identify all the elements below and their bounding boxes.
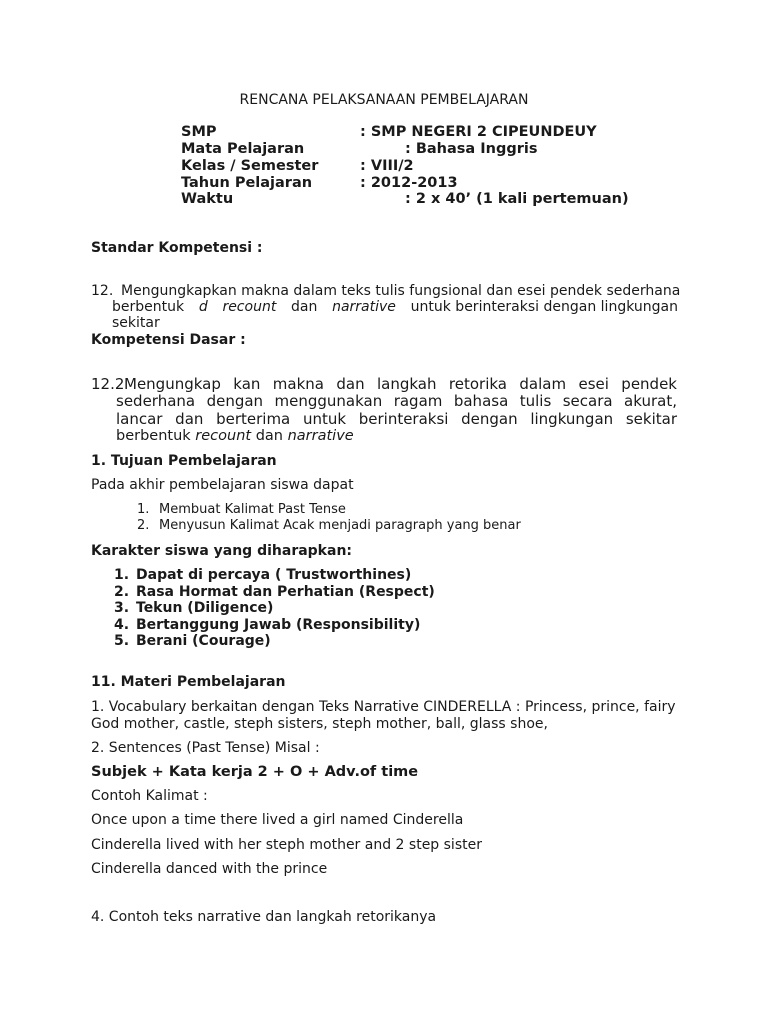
list-item — [114, 567, 411, 583]
example-sentence: Cinderella lived with her steph mother and 2 step sister — [91, 837, 482, 853]
list-item — [137, 502, 346, 517]
kd-word-recount: recount — [195, 428, 252, 444]
list-number: 2. — [114, 584, 130, 600]
sk-word: untuk berinteraksi dengan lingkungan — [410, 299, 678, 315]
kd-line-1: Mengungkap kan makna dan langkah retorika dalam esei pendek — [124, 375, 677, 393]
sk-heading: Standar Kompetensi : — [91, 240, 263, 256]
identity-value-year: : 2012-2013 — [360, 175, 458, 191]
list-text: Rasa Hormat dan Perhatian (Respect) — [136, 584, 435, 600]
materi-paragraph-1-line-1: 1. Vocabulary berkaitan dengan Teks Narrative CINDERELLA : Princess, prince, fairy — [91, 699, 676, 715]
list-number: 2. — [137, 518, 150, 533]
list-item — [114, 617, 420, 633]
identity-label-class: Kelas / Semester — [181, 158, 319, 174]
kd-number: 12.2 — [91, 375, 125, 393]
sk-line-1: Mengungkapkan makna dalam teks tulis fungsional dan esei pendek sederhana — [121, 283, 681, 299]
kd-word: dan — [255, 428, 283, 444]
list-text: Menyusun Kalimat Acak menjadi paragraph yang benar — [159, 518, 521, 533]
list-number: 5. — [114, 633, 130, 649]
sk-number: 12. — [91, 283, 114, 299]
page-title: RENCANA PELAKSANAAN PEMBELAJARAN — [239, 92, 529, 108]
sk-line-2 — [112, 299, 678, 315]
materi-paragraph-4: 4. Contoh teks narrative dan langkah retorikanya — [91, 909, 437, 925]
list-number: 4. — [114, 617, 130, 633]
kd-word: berbentuk — [116, 428, 191, 444]
example-sentence: Cinderella danced with the prince — [91, 861, 328, 877]
list-item — [114, 584, 435, 600]
identity-value-smp: : SMP NEGERI 2 CIPEUNDEUY — [360, 124, 597, 140]
grammar-formula: Subjek + Kata kerja 2 + O + Adv.of time — [91, 764, 419, 780]
list-text: Berani (Courage) — [136, 633, 271, 649]
list-item — [137, 518, 521, 533]
tujuan-intro: Pada akhir pembelajaran siswa dapat — [91, 477, 354, 493]
list-number: 3. — [114, 600, 130, 616]
list-item — [114, 633, 271, 649]
materi-paragraph-1-line-2: God mother, castle, steph sisters, steph mother, ball, glass shoe, — [91, 716, 548, 732]
list-text: Tekun (Diligence) — [136, 600, 274, 616]
tujuan-heading: 1. Tujuan Pembelajaran — [91, 453, 277, 469]
identity-label-time: Waktu — [181, 191, 234, 207]
list-text: Bertanggung Jawab (Responsibility) — [136, 617, 421, 633]
identity-label-smp: SMP — [181, 124, 217, 140]
materi-paragraph-2: 2. Sentences (Past Tense) Misal : — [91, 740, 320, 756]
identity-label-subject: Mata Pelajaran — [181, 141, 305, 157]
list-text: Membuat Kalimat Past Tense — [159, 502, 346, 517]
kd-line-4 — [116, 428, 354, 444]
kd-line-3: lancar dan berterima untuk berinteraksi dengan lingkungan sekitar — [116, 410, 677, 428]
sk-word-recount: recount — [222, 299, 277, 315]
kd-heading: Kompetensi Dasar : — [91, 332, 246, 348]
kd-line-2: sederhana dengan menggunakan ragam bahasa tulis secara akurat, — [116, 392, 677, 410]
sk-word-narrative: narrative — [332, 299, 396, 315]
sk-word: d — [198, 299, 208, 315]
list-number: 1. — [137, 502, 150, 517]
example-sentence: Once upon a time there lived a girl named Cinderella — [91, 812, 464, 828]
identity-value-class: : VIII/2 — [360, 158, 414, 174]
sk-word: dan — [291, 299, 318, 315]
materi-heading: 11. Materi Pembelajaran — [91, 674, 286, 690]
kd-word-narrative: narrative — [287, 428, 354, 444]
list-number: 1. — [114, 567, 130, 583]
identity-label-year: Tahun Pelajaran — [181, 175, 313, 191]
sk-line-3: sekitar — [112, 315, 160, 331]
example-label: Contoh Kalimat : — [91, 788, 208, 804]
sk-word: berbentuk — [112, 299, 185, 315]
karakter-heading: Karakter siswa yang diharapkan: — [91, 543, 353, 559]
identity-value-time: : 2 x 40’ (1 kali pertemuan) — [405, 191, 629, 207]
identity-value-subject: : Bahasa Inggris — [405, 141, 538, 157]
list-text: Dapat di percaya ( Trustworthines) — [136, 567, 412, 583]
list-item — [114, 600, 273, 616]
